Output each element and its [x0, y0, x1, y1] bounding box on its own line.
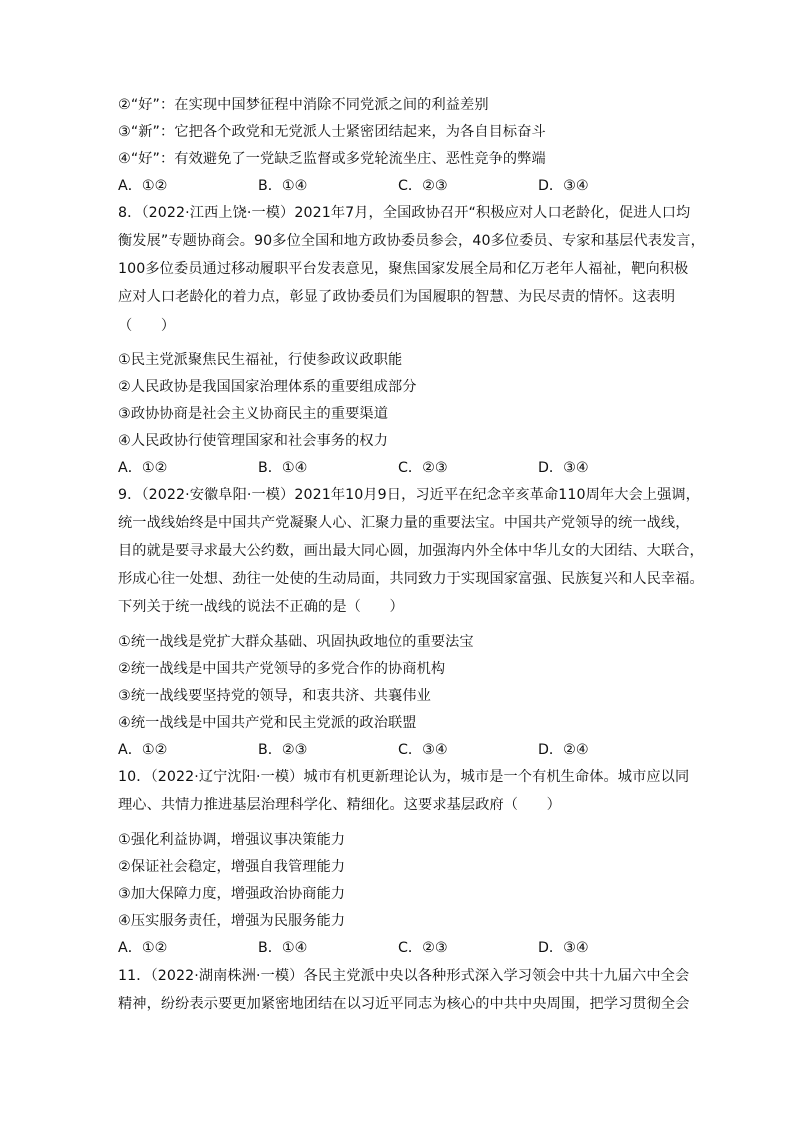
q10-option-a: A．①②: [118, 940, 168, 956]
q8-statement-1: ①民主党派聚焦民生福祉，行使参政议政职能: [118, 352, 403, 368]
q8-statement-3: ③政协协商是社会主义协商民主的重要渠道: [118, 406, 388, 422]
q9-option-b: B．②③: [258, 742, 308, 758]
q9-option-c: C．③④: [398, 742, 448, 758]
q9-stem-line: 统一战线始终是中国共产党凝聚人心、汇聚力量的重要法宝。中国共产党领导的统一战线，: [118, 515, 690, 531]
q7-statement-4: ④“好”：有效避免了一党缺乏监督或多党轮流坐庄、恶性竞争的弊端: [118, 151, 546, 167]
q11-stem-line: 精神，纷纷表示要更加紧密地团结在以习近平同志为核心的中共中央周围，把学习贯彻全会: [118, 996, 690, 1012]
q8-stem-line: 8．（2022·江西上饶·一模）2021年7月，全国政协召开“积极应对人口老龄化，促进人口均: [118, 205, 691, 221]
q10-option-c: C．②③: [398, 940, 448, 956]
q7-statement-2: ②“好”：在实现中国梦征程中消除不同党派之间的利益差别: [118, 97, 489, 113]
q11-stem-line: 11．（2022·湖南株洲·一模）各民主党派中央以各种形式深入学习领会中共十九届六中全会: [118, 968, 690, 984]
q9-option-d: D．②④: [538, 742, 589, 758]
q7-option-b: B．①④: [258, 178, 308, 194]
q9-statement-3: ③统一战线要坚持党的领导，和衷共济、共襄伟业: [118, 688, 431, 704]
q7-statement-3: ③“新”：它把各个政党和无党派人士紧密团结起来，为各自目标奋斗: [118, 124, 546, 140]
q8-option-c: C．②③: [398, 460, 448, 476]
q9-statement-4: ④统一战线是中国共产党和民主党派的政治联盟: [118, 715, 417, 731]
q9-stem-line: 形成心往一处想、劲往一处使的生动局面，共同致力于实现国家富强、民族复兴和人民幸福。: [118, 571, 704, 587]
q8-statement-4: ④人民政协行使管理国家和社会事务的权力: [118, 433, 388, 449]
q9-statement-1: ①统一战线是党扩大群众基础、巩固执政地位的重要法宝: [118, 634, 474, 650]
q8-stem-line: 衡发展”专题协商会。90多位全国和地方政协委员参会，40多位委员、专家和基层代表发言，: [118, 233, 705, 249]
q9-stem-question: 下列关于统一战线的说法不正确的是（ ）: [118, 599, 404, 615]
q9-stem-line: 9．（2022·安徽阜阳·一模）2021年10月9日，习近平在纪念辛亥革命110周年大会上强调，: [118, 487, 700, 503]
q9-option-a: A．①②: [118, 742, 168, 758]
q10-statement-4: ④压实服务责任，增强为民服务能力: [118, 913, 346, 929]
q8-stem-line: 应对人口老龄化的着力点，彰显了政协委员们为国履职的智慧、为民尽责的情怀。这表明: [118, 289, 676, 305]
q10-stem-question: 理心、共情力推进基层治理科学化、精细化。这要求基层政府（ ）: [118, 797, 561, 813]
q10-option-d: D．③④: [538, 940, 589, 956]
q10-statement-3: ③加大保障力度，增强政治协商能力: [118, 886, 346, 902]
q8-stem-line: 100多位委员通过移动履职平台发表意见，聚焦国家发展全局和亿万老年人福祉，靶向积极: [118, 261, 689, 277]
q9-statement-2: ②统一战线是中国共产党领导的多党合作的协商机构: [118, 661, 446, 677]
q8-option-d: D．③④: [538, 460, 589, 476]
q7-option-d: D．③④: [538, 178, 589, 194]
q10-option-b: B．①④: [258, 940, 308, 956]
q8-option-b: B．①④: [258, 460, 308, 476]
q10-statement-1: ①强化利益协调，增强议事决策能力: [118, 832, 346, 848]
q10-stem-line: 10．（2022·辽宁沈阳·一模）城市有机更新理论认为，城市是一个有机生命体。城市应以同: [118, 769, 690, 785]
q7-option-c: C．②③: [398, 178, 448, 194]
q9-stem-line: 目的就是要寻求最大公约数，画出最大同心圆，加强海内外全体中华儿女的大团结、大联合，: [118, 543, 704, 559]
q8-statement-2: ②人民政协是我国国家治理体系的重要组成部分: [118, 379, 417, 395]
q10-statement-2: ②保证社会稳定，增强自我管理能力: [118, 859, 346, 875]
q8-answer-blank: （ ）: [118, 318, 176, 334]
q7-option-a: A．①②: [118, 178, 168, 194]
q8-option-a: A．①②: [118, 460, 168, 476]
